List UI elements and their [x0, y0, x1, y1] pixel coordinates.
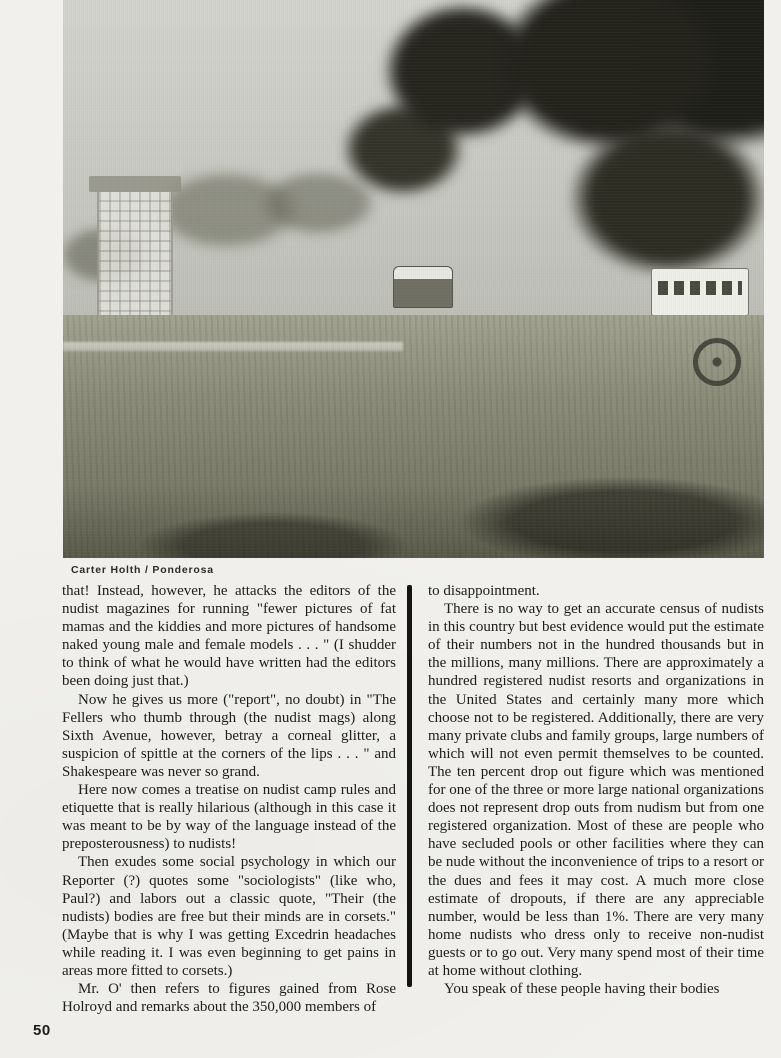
paragraph: that! Instead, however, he attacks the editors of the nudist magazines for running "fewer pictures of fat mamas and the kiddies and more pictures of handsome naked young male and female models . . . " (I shudder to think of what he would have written had the editors been doing just that.) — [62, 583, 396, 690]
trailer — [651, 268, 749, 316]
paragraph: Mr. O' then refers to figures gained from Rose Holroyd and remarks about the 350,000 members of — [62, 981, 396, 1016]
photo — [63, 0, 764, 558]
path-band — [63, 342, 403, 351]
paragraph: You speak of these people having their bodies — [444, 981, 720, 998]
paragraph: to disappointment. — [428, 583, 540, 599]
left-column — [62, 582, 396, 1016]
paragraph: Now he gives us more ("report", no doubt) in "The Fellers who thumb through (the nudist mags) along Sixth Avenue, however, betray a corneal glitter, a suspicion of spittle at the corners of the lips . . . " and Shakespeare was never so grand. — [62, 691, 396, 780]
wagon-wheel — [693, 338, 741, 386]
lattice-tower — [97, 190, 173, 334]
paragraph: Then exudes some social psychology in which our Reporter (?) quotes some "sociologists" (like who, Paul?) and labors out a classic quote, "Their (the nudists) bodies are free but their minds are in corsets." (Maybe that is why I was getting Excedrin headaches while reading it. I was even beginning to get pains in areas more fitted to corsets.) — [62, 854, 396, 979]
page-number: 50 — [33, 1022, 51, 1039]
column-divider — [407, 585, 412, 987]
paragraph: There is no way to get an accurate census of nudists in this country but best evidence would put the estimate of their numbers not in the hundred thousands but in the millions, many millions. There are approximately a hundred registered nudist resorts and organizations in the United States and certainly many more which choose not to be registered. Additionally, there are very many private clubs and family groups, large numbers of which will not even permit themselves to be counted. The ten percent drop out figure which was mentioned for one of the three or more large national organizations does not represent drop outs from nudism but from one registered organization. Most of these are people who have secluded pools or other facilities where they can be nude without the inconvenience of trips to a resort or the dues and fees it may cost. A much more close estimate of dropouts, if there are any appreciable number, would be less than 1%. There are very many home nudists who dress only to receive non-nudist guests or to go out. Very many spend most of their time at home without clothing. — [428, 601, 764, 979]
photo-caption: Carter Holth / Ponderosa — [71, 564, 214, 576]
right-column — [428, 582, 764, 998]
paragraph: Here now comes a treatise on nudist camp rules and etiquette that is really hilarious (although in this case it was meant to be by way of the language instead of the preposterousness) to nudists! — [62, 782, 396, 853]
grass-area — [63, 315, 764, 558]
tree-silhouette — [503, 0, 764, 300]
trailer — [393, 266, 453, 308]
